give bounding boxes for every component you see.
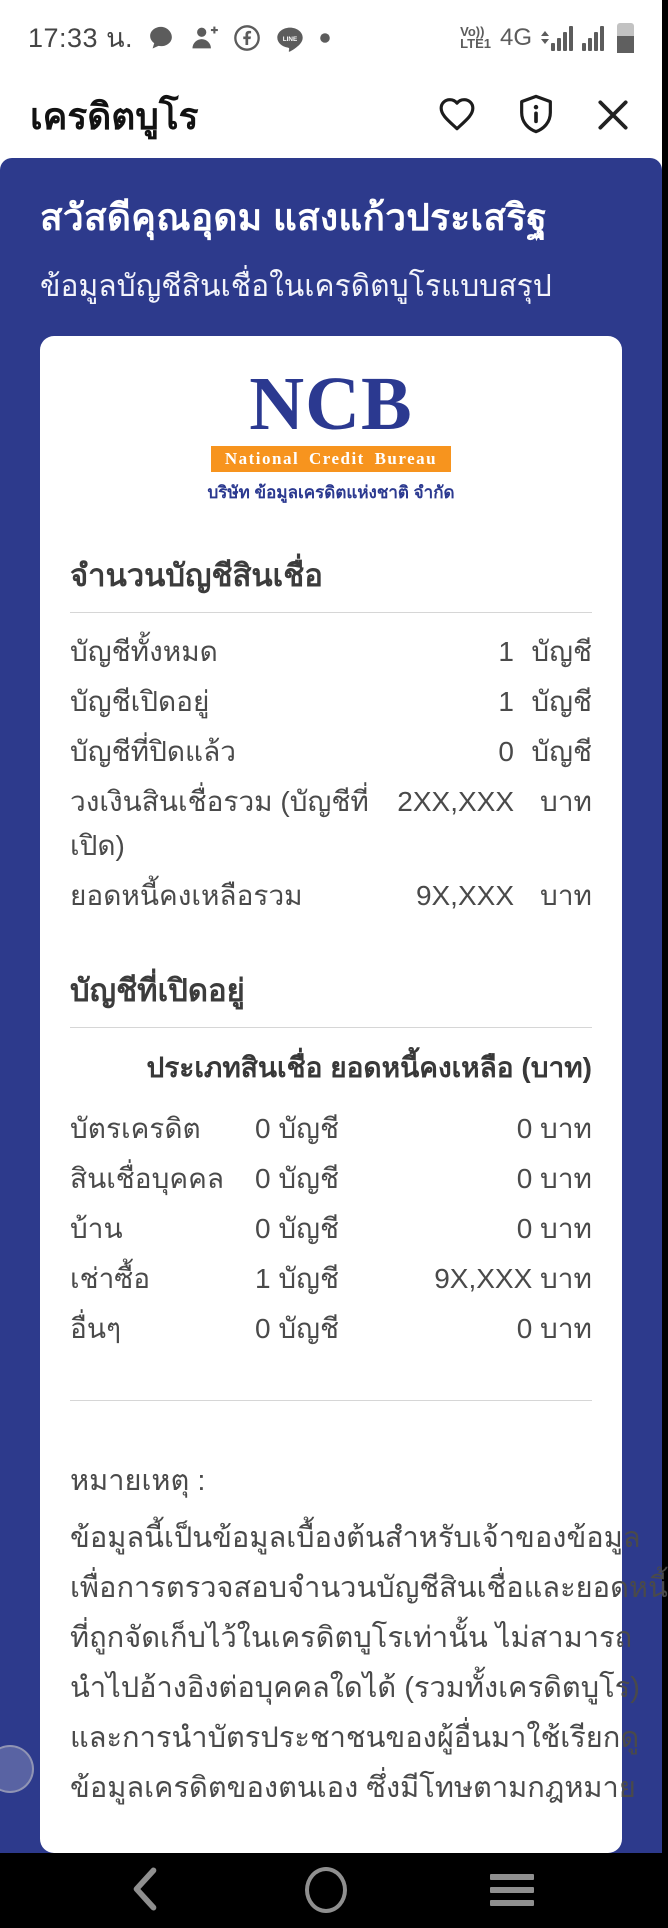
summary-subtitle: ข้อมูลบัญชีสินเชื่อในเครดิตบูโรแบบสรุป — [40, 270, 552, 303]
summary-row-credit-limit: วงเงินสินเชื่อรวม (บัญชีที่เปิด) 2XX,XXX บาท — [70, 785, 592, 861]
back-button[interactable] — [128, 1867, 162, 1914]
more-notifications-dot-icon — [319, 32, 331, 44]
signal-strength-icon-sim2 — [582, 25, 604, 51]
account-row-hire-purchase: เช่าซื้อ 1 บัญชี 9X,XXX บาท — [70, 1262, 592, 1294]
status-bar — [0, 0, 662, 75]
account-row-credit-card: บัตรเครดิต 0 บัญชี 0 บาท — [70, 1112, 592, 1144]
section-title-account-count: จำนวนบัญชีสินเชื่อ — [70, 557, 323, 593]
app-header — [0, 75, 662, 158]
heart-icon — [436, 95, 478, 138]
privacy-info-button[interactable] — [516, 93, 556, 140]
summary-panel — [0, 158, 668, 1853]
svg-text:LINE: LINE — [282, 35, 298, 43]
summary-row-open: บัญชีเปิดอยู่ 1 บัญชี — [70, 685, 592, 717]
network-type-indicator: 4G — [499, 23, 532, 51]
greeting-text: สวัสดีคุณอุดม แสงแก้วประเสริฐ — [40, 197, 548, 238]
home-button[interactable] — [305, 1867, 347, 1913]
favorite-button[interactable] — [436, 95, 478, 138]
home-icon — [305, 1867, 347, 1913]
floating-watermark — [0, 1745, 34, 1793]
account-row-home-loan: บ้าน 0 บัญชี 0 บาท — [70, 1212, 592, 1244]
note-label: หมายเหตุ : — [70, 1464, 206, 1497]
recent-apps-button[interactable] — [490, 1874, 534, 1906]
account-row-personal-loan: สินเชื่อบุคคล 0 บัญชี 0 บาท — [70, 1162, 592, 1194]
line-notification-icon — [275, 24, 305, 52]
summary-row-outstanding-balance: ยอดหนี้คงเหลือรวม 9X,XXX บาท — [70, 879, 592, 911]
battery-icon — [613, 23, 634, 53]
facebook-notification-icon — [233, 24, 261, 52]
page-title: เครดิตบูโร — [30, 96, 199, 137]
note-text: ข้อมูลนี้เป็นข้อมูลเบื้องต้นสำหรับเจ้าของข้อมูล เพื่อการตรวจสอบจำนวนบัญชีสินเชื่อและยอดหนี้ ที่ถูกจัดเก็บไว้ในเครดิตบูโรเท่านั้น ไม่สามารถ นำไปอ้างอิงต่อบุคคลใดได้ (รวมทั้งเครดิตบูโร) และการนำบัตรประชาชนของผู้อื่นมาใช้เรียกดู ข้อมูลเครดิตของตนเอง ซึ่งมีโทษตามกฎหมาย — [70, 1521, 668, 1804]
signal-strength-icon-sim1 — [541, 25, 573, 51]
volte-indicator: Vo)) LTE1 — [460, 23, 491, 51]
summary-row-closed: บัญชีที่ปิดแล้ว 0 บัญชี — [70, 735, 592, 767]
ncb-logo-company-name: บริษัท ข้อมูลเครดิตแห่งชาติ จำกัด — [207, 482, 455, 502]
open-accounts-table-header: ประเภทสินเชื่อ ยอดหนี้คงเหลือ (บาท) — [146, 1051, 592, 1083]
divider — [70, 1400, 592, 1401]
credit-report-card — [40, 336, 668, 1853]
close-button[interactable] — [594, 96, 632, 137]
summary-row-total: บัญชีทั้งหมด 1 บัญชี — [70, 635, 592, 667]
ncb-logo-banner: National Credit Bureau — [211, 446, 451, 472]
chat-notification-icon — [147, 24, 175, 52]
add-contact-notification-icon — [189, 24, 219, 52]
ncb-logo — [70, 362, 592, 506]
android-navigation-bar — [0, 1853, 662, 1928]
section-title-open-accounts: บัญชีที่เปิดอยู่ — [70, 972, 245, 1008]
close-icon — [594, 96, 632, 137]
summary-rows — [70, 627, 592, 921]
divider — [70, 612, 592, 613]
ncb-logo-acronym: NCB — [249, 362, 413, 446]
shield-info-icon — [516, 93, 556, 140]
account-row-others: อื่นๆ 0 บัญชี 0 บาท — [70, 1312, 592, 1344]
recent-apps-icon — [490, 1874, 534, 1906]
back-icon — [128, 1867, 162, 1914]
divider — [70, 1027, 592, 1028]
open-accounts-rows — [70, 1104, 592, 1354]
clock: 17:33 น. — [28, 23, 134, 53]
